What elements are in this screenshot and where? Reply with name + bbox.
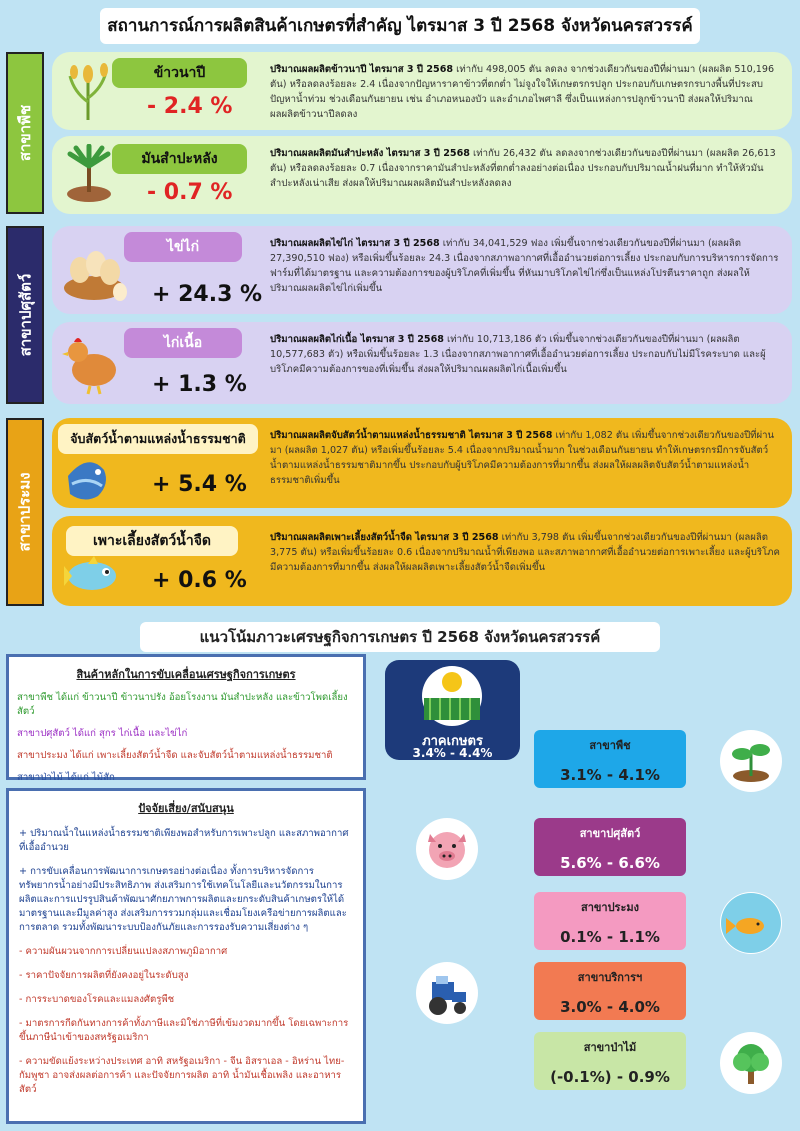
sector-fishery-text: สาขาประมง — [16, 472, 35, 552]
fish-icon — [58, 446, 118, 506]
cassava-desc-text: เท่ากับ 26,432 ตัน ลดลงจากช่วงเดียวกันของปีที่ผ่านมา (ผลผลิต 26,613 ตัน) หรือลดลงร้อยละ 0.7 เนื่องจากราคามันสำปะหลังที่ตกต่ำลงอย่างต่อเนื่อง ประกอบกับปริมาณน้ำฝนที่มาก ทำให้หัวมันสำปะหลังเน่าเสีย ส่งผลให้ปริมาณผลผลิตมันสำปะหลังลดลง — [270, 148, 776, 189]
agri-label: ภาคเกษตร — [422, 734, 483, 749]
main-product-fishery: สาขาประมง ได้แก่ เพาะเลี้ยงสัตว์น้ำจืด และจับสัตว์น้ำตามแหล่งน้ำธรรมชาติ — [17, 750, 333, 761]
tractor-icon — [416, 962, 478, 1024]
factors-head: ปัจจัยเสี่ยง/สนับสนุน — [138, 802, 234, 815]
cassava-name-pill: มันสำปะหลัง — [112, 144, 247, 174]
field-icon — [412, 664, 492, 728]
main-product-livestock: สาขาปศุสัตว์ ได้แก่ สุกร ไก่เนื้อ และไข่ไก่ — [17, 728, 188, 739]
branch-forestry-range: (-0.1%) - 0.9% — [550, 1068, 670, 1086]
sector-label-fishery — [6, 418, 44, 606]
main-products-box — [6, 654, 366, 783]
rice-icon — [64, 62, 112, 122]
eggs-change: + 24.3 % — [152, 282, 263, 307]
eggs-name-pill: ไข่ไก่ — [124, 232, 242, 262]
aquaculture-name-pill: เพาะเลี้ยงสัตว์น้ำจืด — [66, 526, 238, 556]
cassava-change: - 0.7 % — [147, 180, 233, 205]
aquaculture-change: + 0.6 % — [152, 568, 247, 593]
sector-livestock-text: สาขาปศุสัตว์ — [16, 273, 34, 357]
page-title: สถานการณ์การผลิตสินค้าเกษตรที่สำคัญ ไตรมาส 3 ปี 2568 จังหวัดนครสวรรค์ — [100, 8, 700, 44]
rice-desc-text: เท่ากับ 498,005 ตัน ลดลง จากช่วงเดียวกันของปีที่ผ่านมา (ผลผลิต 510,196 ตัน) หรือลดลงร้อยละ 2.4 เนื่องจากปัญหาราคาข้าวที่ตกต่ำ ไม่จูงใจให้เกษตรกรปลูก ประกอบกับเกษตรกรบางพื้นที่ประสบปัญหาน้ำท่วม ช่วงเดือนกันยายน เช่น อำเภอหนองบัว และอำเภอไพศาลี ซึ่งเป็นแหล่งการปลูกข้าวนาปี ส่งผลให้ปริมาณผลผลิตข้าวนาปีลดลง — [270, 64, 775, 120]
trend-title: แนวโน้มภาวะเศรษฐกิจการเกษตร ปี 2568 จังหวัดนครสวรรค์ — [140, 622, 660, 652]
cassava-icon — [62, 144, 116, 206]
branch-card-fishery — [534, 892, 686, 950]
rice-desc-bold: ปริมาณผลผลิตข้าวนาปี ไตรมาส 3 ปี 2568 — [270, 64, 454, 75]
eggs-desc-bold: ปริมาณผลผลิตไข่ไก่ ไตรมาส 3 ปี 2568 — [270, 238, 440, 249]
aquaculture-desc — [270, 530, 780, 575]
pig-icon — [416, 818, 478, 880]
broiler-desc — [270, 332, 780, 377]
card-aquaculture — [52, 516, 792, 606]
broiler-desc-text: เท่ากับ 10,713,186 ตัว เพิ่มขึ้นจากช่วงเดียวกันของปีที่ผ่านมา (ผลผลิต 10,577,683 ตัว) หรือเพิ่มขึ้นร้อยละ 1.3 เนื่องจากสภาพอากาศที่เอื้ออำนวยต่อการเลี้ยง ประกอบกับไม่มีโรคระบาด และผู้บริโภคมีความต้องการของที่เพิ่มขึ้น ส่งผลให้ปริมาณผลผลิตไก่เนื้อเพิ่มขึ้น — [270, 334, 766, 375]
branch-services-label: สาขาบริการฯ — [577, 971, 643, 984]
branch-livestock-label: สาขาปศุสัตว์ — [579, 827, 641, 840]
branch-crops-range: 3.1% - 4.1% — [560, 766, 660, 784]
factor-item: + การขับเคลื่อนการพัฒนาการเกษตรอย่างต่อเนื่อง ทั้งการบริหารจัดการทรัพยากรน้ำอย่างมีประสิทธิภาพ ส่งเสริมการใช้เทคโนโลยีและนวัตกรรมในการผลิตและการแปรรูปสินค้าพัฒนาศักยภาพการผลิตและยกระดับสินค้าเกษตรให้ได้มาตรฐานและมีมูลค่าสูง ส่งเสริมการรวมกลุ่มและเชื่อมโยงเครือข่ายการผลิตและการตลาด รวมทั้งพัฒนาระบบป้องกันภัยและการรองรับความเสี่ยงต่าง ๆ — [19, 866, 347, 933]
plant-icon — [720, 730, 782, 792]
card-cassava — [52, 136, 792, 214]
rice-change: - 2.4 % — [147, 94, 233, 119]
main-product-crops: สาขาพืช ได้แก่ ข้าวนาปี ข้าวนาปรัง อ้อยโรงงาน มันสำปะหลัง และข้าวโพดเลี้ยงสัตว์ — [17, 692, 348, 717]
branch-card-services — [534, 962, 686, 1020]
natural-catch-change: + 5.4 % — [152, 472, 247, 497]
branch-forestry-label: สาขาป่าไม้ — [583, 1041, 637, 1054]
card-natural-catch — [52, 418, 792, 508]
branch-services-range: 3.0% - 4.0% — [560, 998, 660, 1016]
natural-catch-name-pill: จับสัตว์น้ำตามแหล่งน้ำธรรมชาติ — [58, 424, 258, 454]
rice-desc — [270, 62, 780, 122]
main-products-head: สินค้าหลักในการขับเคลื่อนเศรษฐกิจการเกษตร — [76, 668, 296, 681]
tree-icon — [720, 1032, 782, 1094]
branch-fishery-range: 0.1% - 1.1% — [560, 928, 660, 946]
card-broiler — [52, 322, 792, 404]
sector-crops-text: สาขาพืช — [16, 104, 35, 162]
natural-catch-desc — [270, 428, 780, 488]
agri-range: 3.4% - 4.4% — [412, 746, 493, 760]
sector-label-livestock — [6, 226, 44, 404]
branch-livestock-range: 5.6% - 6.6% — [560, 854, 660, 872]
cassava-desc-bold: ปริมาณผลผลิตมันสำปะหลัง ไตรมาส 3 ปี 2568 — [270, 148, 470, 159]
cassava-desc — [270, 146, 780, 191]
aquaculture-desc-text: เท่ากับ 3,798 ตัน เพิ่มขึ้นจากช่วงเดียวกันของปีที่ผ่านมา (ผลผลิต 3,775 ตัน) หรือเพิ่มขึ้นร้อยละ 0.6 เนื่องจากปริมาณน้ำที่เพียงพอ และสภาพอากาศที่เอื้ออำนวยต่อการเพาะเลี้ยง และผู้บริโภคมีความต้องการที่มากขึ้น ส่งผลให้ผลผลิตเพาะเลี้ยงสัตว์น้ำจืดเพิ่มขึ้น — [270, 532, 780, 573]
rice-name-pill: ข้าวนาปี — [112, 58, 247, 88]
factor-item: - ความขัดแย้งระหว่างประเทศ อาทิ สหรัฐอเมริกา - จีน อิสราเอล - อิหร่าน ไทย-กัมพูชา อาจส่งผลต่อการค้า และปัจจัยการผลิต อาทิ น้ำมันเชื้อเพลิง และอาหารสัตว์ — [19, 1056, 345, 1095]
main-product-forestry: สาขาป่าไม้ ได้แก่ ไม้สัก — [17, 772, 115, 783]
branch-card-forestry — [534, 1032, 686, 1090]
natural-catch-desc-text: เท่ากับ 1,082 ตัน เพิ่มขึ้นจากช่วงเดียวกันของปีที่ผ่านมา (ผลผลิต 1,027 ตัน) หรือเพิ่มขึ้นร้อยละ 5.4 เนื่องจากปริมาณน้ำมาก ในช่วงเดือนกันยายน ทำให้เกษตรกรมีการจับสัตว์น้ำตามแหล่งน้ำธรรมชาติมากขึ้น ประกอบกับผู้บริโภคมีความต้องการที่มากขึ้น ส่งผลให้ผลผลิตจับสัตว์น้ำตามแหล่งน้ำธรรมชาติเพิ่มขึ้น — [270, 430, 775, 486]
broiler-desc-bold: ปริมาณผลผลิตไก่เนื้อ ไตรมาส 3 ปี 2568 — [270, 334, 444, 345]
factor-item: - มาตรการกีดกันทางการค้าทั้งภาษีและมิใช่ภาษีที่เข้มงวดมากขึ้น โดยเฉพาะการขึ้นภาษีนำเข้าของสหรัฐอเมริกา — [19, 1018, 349, 1043]
eggs-icon — [58, 236, 130, 304]
broiler-change: + 1.3 % — [152, 372, 247, 397]
natural-catch-desc-bold: ปริมาณผลผลิตจับสัตว์น้ำตามแหล่งน้ำธรรมชาติ ไตรมาส 3 ปี 2568 — [270, 430, 553, 441]
eggs-desc — [270, 236, 780, 296]
factor-item: - ความผันผวนจากการเปลี่ยนแปลงสภาพภูมิอากาศ — [19, 946, 228, 957]
card-rice — [52, 52, 792, 130]
factors-box — [6, 788, 366, 1124]
eggs-desc-text: เท่ากับ 34,041,529 ฟอง เพิ่มขึ้นจากช่วงเดียวกันของปีที่ผ่านมา (ผลผลิต 27,390,510 ฟอง) หรือเพิ่มขึ้นร้อยละ 24.3 เนื่องจากสภาพอากาศที่เอื้ออำนวยต่อการเลี้ยง ประกอบกับการบริหารการจัดการฟาร์มที่ได้มาตรฐาน และความต้องการของผู้บริโภคที่เพิ่มขึ้น ที่หันมาบริโภคไข่ไก่ซึ่งเป็นแหล่งโปรตีนราคาถูก ส่งผลให้ปริมาณผลผลิตไข่ไก่เพิ่มขึ้น — [270, 238, 779, 294]
sector-label-crops — [6, 52, 44, 214]
aquaculture-desc-bold: ปริมาณผลผลิตเพาะเลี้ยงสัตว์น้ำจืด ไตรมาส 3 ปี 2568 — [270, 532, 499, 543]
branch-card-crops — [534, 730, 686, 788]
branch-fishery-label: สาขาประมง — [580, 901, 639, 914]
factor-item: + ปริมาณน้ำในแหล่งน้ำธรรมชาติเพียงพอสำหรับการเพาะปลูก และสภาพอากาศที่เอื้ออำนวย — [19, 828, 349, 853]
broiler-name-pill: ไก่เนื้อ — [124, 328, 242, 358]
aquaculture-fish-icon — [60, 556, 124, 596]
branch-card-livestock — [534, 818, 686, 876]
factor-item: - ราคาปัจจัยการผลิตที่ยังคงอยู่ในระดับสูง — [19, 970, 189, 981]
goldfish-icon — [720, 892, 782, 954]
card-eggs — [52, 226, 792, 314]
branch-crops-label: สาขาพืช — [589, 739, 631, 752]
chicken-icon — [60, 330, 124, 396]
factor-item: - การระบาดของโรคและแมลงศัตรูพืช — [19, 994, 175, 1005]
